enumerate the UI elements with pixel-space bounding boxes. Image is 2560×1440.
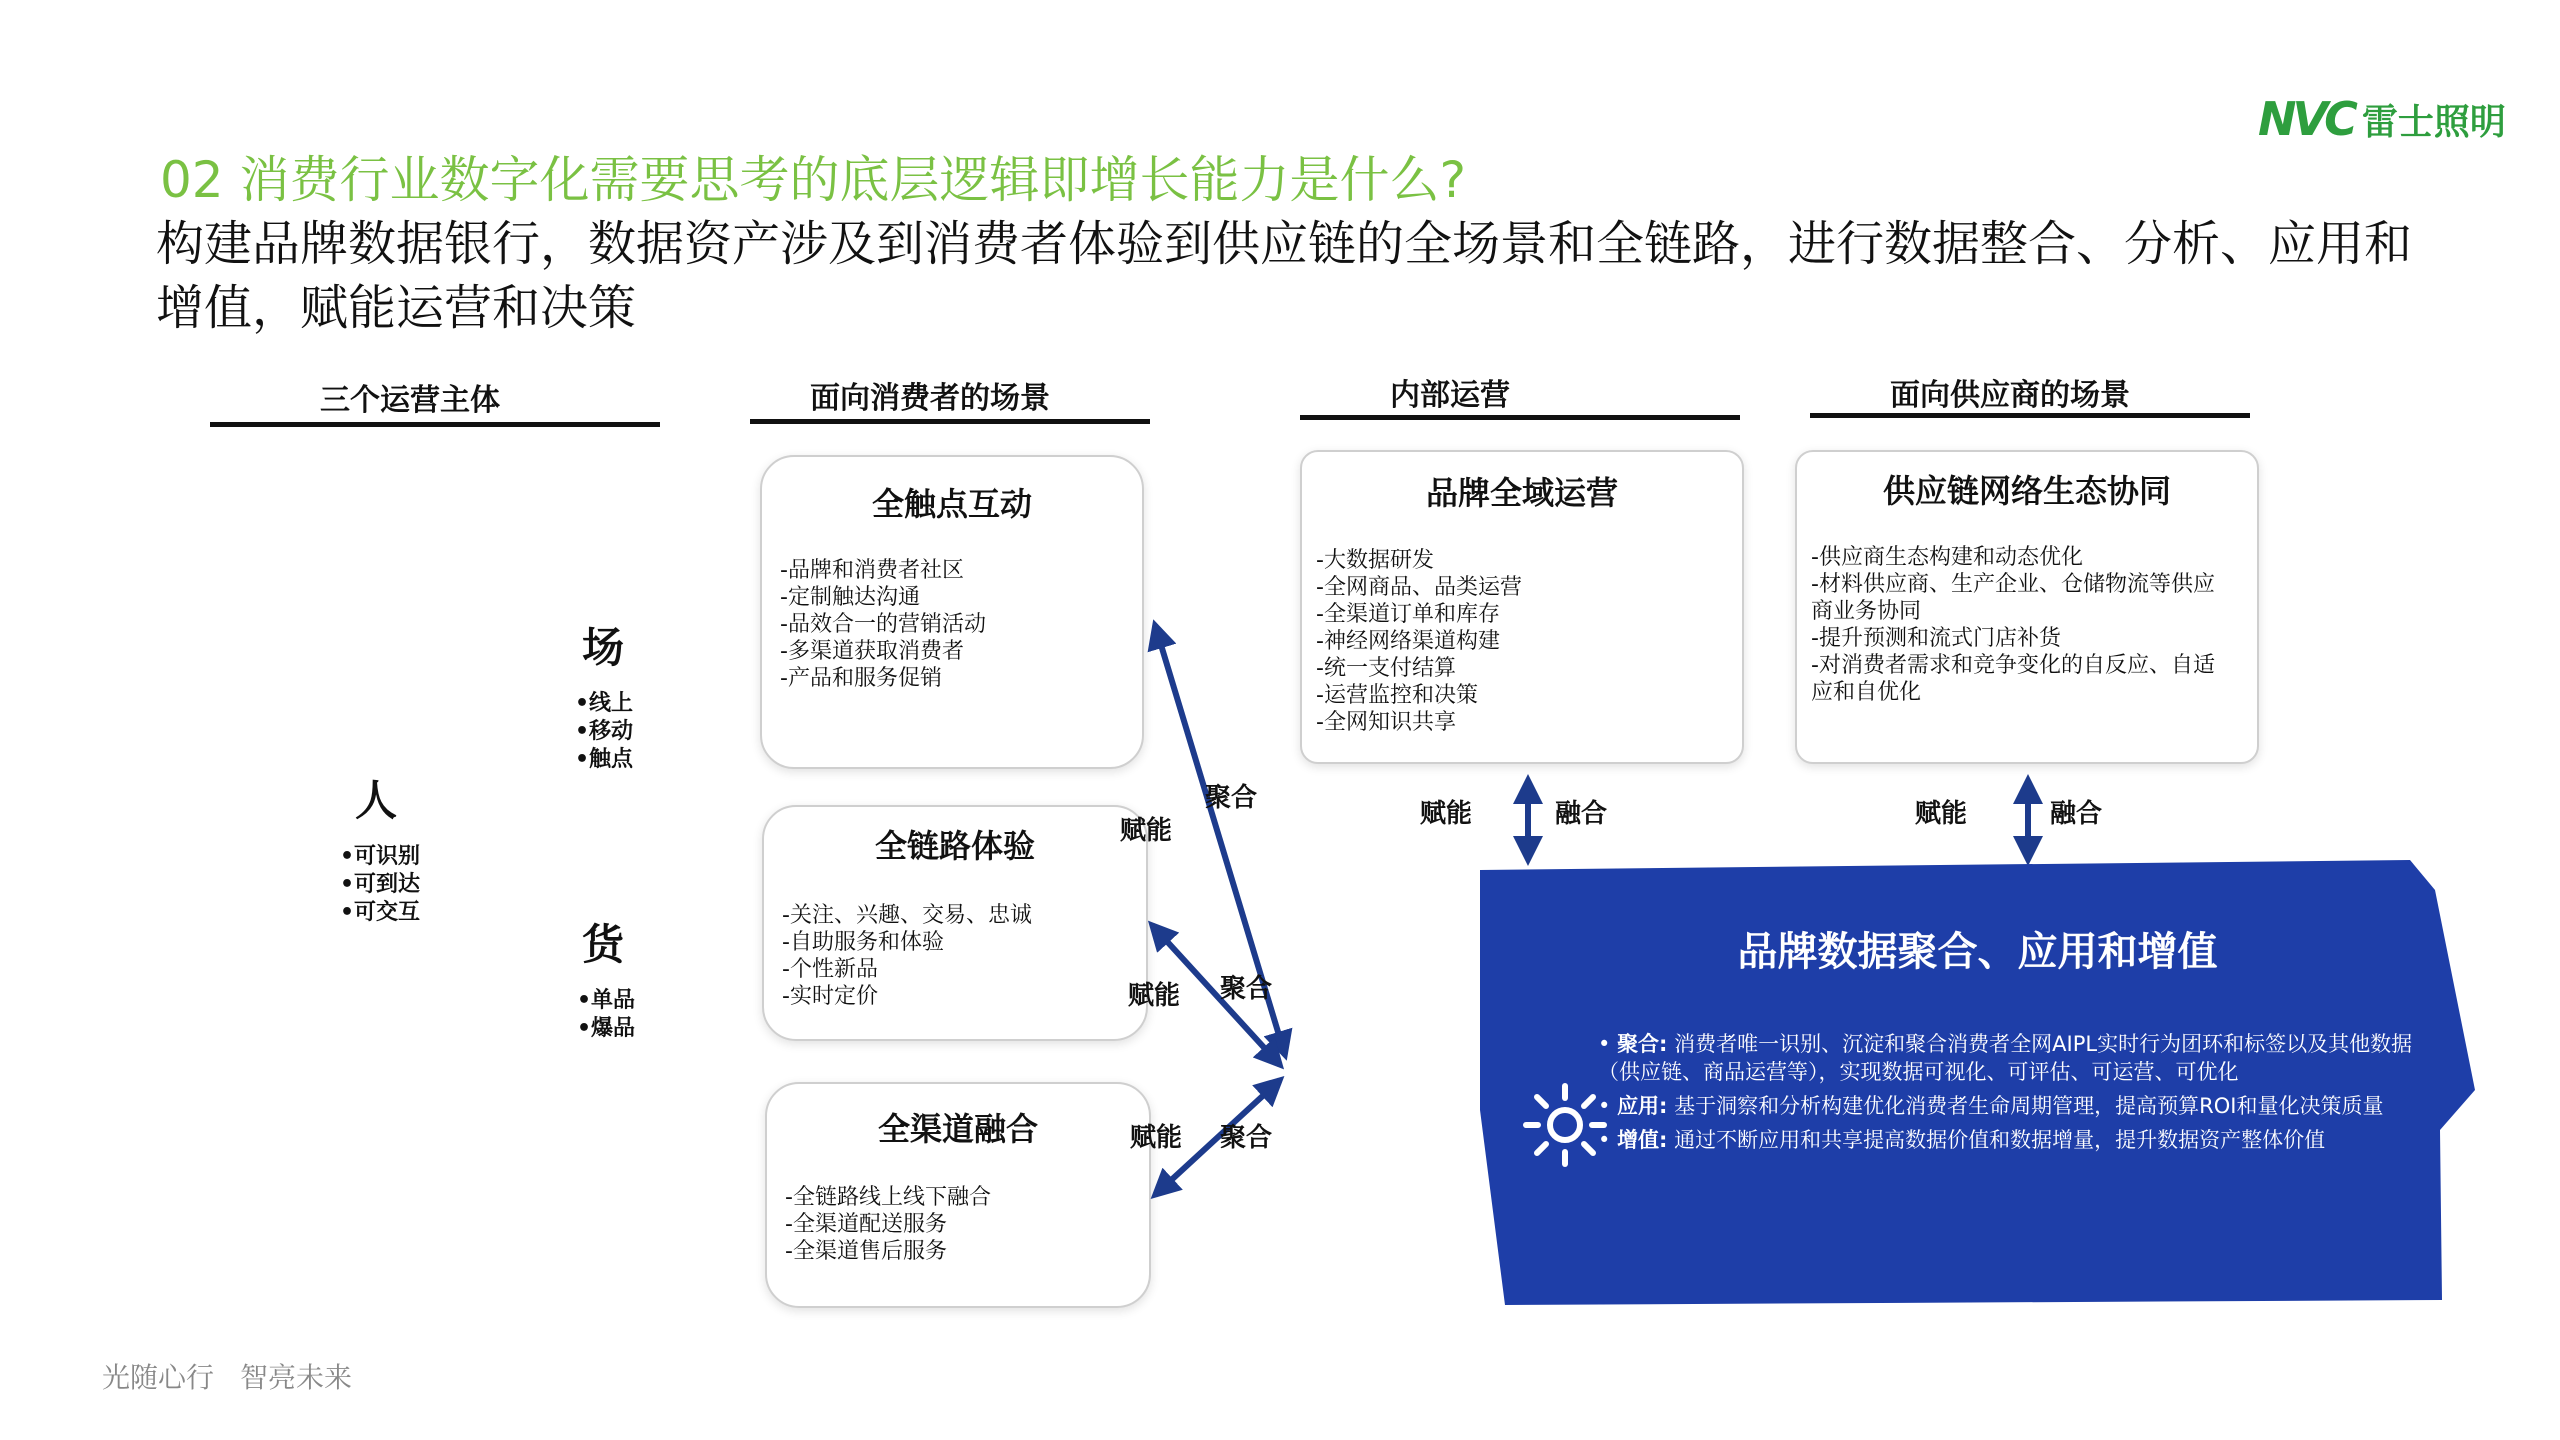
card-item: -全网商品、品类运营: [1316, 575, 1522, 600]
subject-ren: 人: [355, 776, 398, 825]
card-item: -品效合一的营销活动: [780, 612, 986, 637]
card-title: 全触点互动: [871, 485, 1032, 523]
card-item: -全渠道配送服务: [785, 1212, 947, 1237]
panel-item-key: 应用:: [1617, 1094, 1668, 1118]
card-item: -全链路线上线下融合: [785, 1185, 991, 1210]
panel-item-apply: • 应用: 基于洞察和分析构建优化消费者生命周期管理，提高预算ROI和量化决策质量: [1598, 1094, 2384, 1118]
section-internal: 内部运营: [1390, 378, 1510, 413]
page-title: 02 消费行业数字化需要思考的底层逻辑即增长能力是什么?: [160, 151, 1467, 209]
card-item: -神经网络渠道构建: [1316, 629, 1500, 654]
card-item: -多渠道获取消费者: [780, 639, 964, 664]
subject-ren-item: •可到达: [340, 872, 421, 897]
logo-mark: NVC: [2258, 92, 2354, 146]
card-item: -自助服务和体验: [782, 930, 944, 955]
card-item: -全渠道售后服务: [785, 1239, 947, 1264]
panel-item-key: 增值:: [1617, 1128, 1668, 1152]
page-subtitle: 构建品牌数据银行，数据资产涉及到消费者体验到供应链的全场景和全链路，进行数据整合、分析、应用和增值，赋能运营和决策: [156, 216, 2413, 336]
card-item: -大数据研发: [1316, 548, 1434, 573]
brand-logo: [2258, 92, 2506, 146]
subject-chang: 场: [582, 623, 625, 672]
card-item: -个性新品: [782, 957, 878, 982]
panel-item-text: 基于洞察和分析构建优化消费者生命周期管理，提高预算ROI和量化决策质量: [1674, 1094, 2384, 1118]
label-empower: 赋能: [1130, 1123, 1183, 1153]
subject-chang-item: •触点: [575, 747, 634, 772]
card-item: -供应商生态构建和动态优化: [1811, 545, 2083, 570]
footer-slogan: [102, 1356, 378, 1396]
subject-chang-item: •移动: [575, 719, 634, 744]
card-item: -提升预测和流式门店补货: [1811, 626, 2061, 651]
sun-icon: [1520, 1080, 1610, 1170]
panel-item-text: 消费者唯一识别、沉淀和聚合消费者全网AIPL实时行为团环和标签以及其他数据（供应链、商品运营等），实现数据可视化、可评估、可运营、可优化: [1598, 1032, 2413, 1084]
card-item: -品牌和消费者社区: [780, 558, 964, 583]
card-item: -定制触达沟通: [780, 585, 920, 610]
card-title: 全渠道融合: [877, 1110, 1038, 1148]
panel-item-value: • 增值: 通过不断应用和共享提高数据价值和数据增量，提升数据资产整体价值: [1598, 1128, 2326, 1152]
label-aggregate: 聚合: [1220, 1123, 1273, 1153]
subject-chang-item: •线上: [575, 691, 634, 716]
footer-slogan-1: 光随心行: [102, 1361, 215, 1394]
card-item: -全渠道订单和库存: [1316, 602, 1500, 627]
card-title: 品牌全域运营: [1425, 474, 1618, 512]
label-aggregate: 聚合: [1220, 974, 1273, 1004]
subject-ren-item: •可交互: [340, 900, 421, 925]
label-empower: 赋能: [1120, 816, 1173, 846]
panel-item-key: 聚合:: [1617, 1032, 1668, 1056]
panel-title: 品牌数据聚合、应用和增值: [1737, 929, 2218, 975]
panel-item-aggregate: • 聚合: 消费者唯一识别、沉淀和聚合消费者全网AIPL实时行为团环和标签以及其他数据（供应链、商品运营等），实现数据可视化、可评估、可运营、可优化: [1598, 1032, 2413, 1084]
label-fuse: 融合: [1555, 799, 1608, 829]
label-empower: 赋能: [1420, 799, 1473, 829]
card-item: -材料供应商、生产企业、仓储物流等供应: [1811, 572, 2215, 597]
card-title: 全链路体验: [874, 827, 1035, 865]
subject-huo-item: •爆品: [577, 1016, 636, 1041]
panel-list: [1598, 1030, 2428, 1160]
section-supplier: 面向供应商的场景: [1890, 378, 2130, 413]
card-item: -对消费者需求和竞争变化的自反应、自适: [1811, 653, 2215, 678]
label-fuse: 融合: [2050, 799, 2103, 829]
label-empower: 赋能: [1915, 799, 1968, 829]
subject-huo-item: •单品: [577, 988, 636, 1013]
logo-text: 雷士照明: [2361, 101, 2506, 143]
label-aggregate: 聚合: [1205, 783, 1258, 813]
card-item: 应和自优化: [1811, 680, 1922, 705]
card-item: -统一支付结算: [1316, 656, 1456, 681]
label-empower: 赋能: [1128, 981, 1181, 1011]
card-item: 商业务协同: [1811, 599, 1922, 624]
card-item: -运营监控和决策: [1316, 683, 1478, 708]
section-operators: 三个运营主体: [320, 383, 500, 418]
footer-slogan-2: 智亮未来: [240, 1361, 353, 1394]
data-aggregation-panel: [1480, 860, 2475, 1305]
section-consumer: 面向消费者的场景: [810, 381, 1050, 416]
subject-huo: 货: [582, 920, 625, 969]
card-title: 供应链网络生态协同: [1882, 472, 2171, 510]
card-item: -产品和服务促销: [780, 666, 942, 691]
panel-item-text: 通过不断应用和共享提高数据价值和数据增量，提升数据资产整体价值: [1674, 1128, 2326, 1152]
card-item: -实时定价: [782, 984, 878, 1009]
subject-ren-item: •可识别: [340, 844, 421, 869]
data-bank-diagram: [190, 355, 2413, 1325]
card-item: -关注、兴趣、交易、忠诚: [782, 903, 1032, 928]
card-item: -全网知识共享: [1316, 710, 1456, 735]
